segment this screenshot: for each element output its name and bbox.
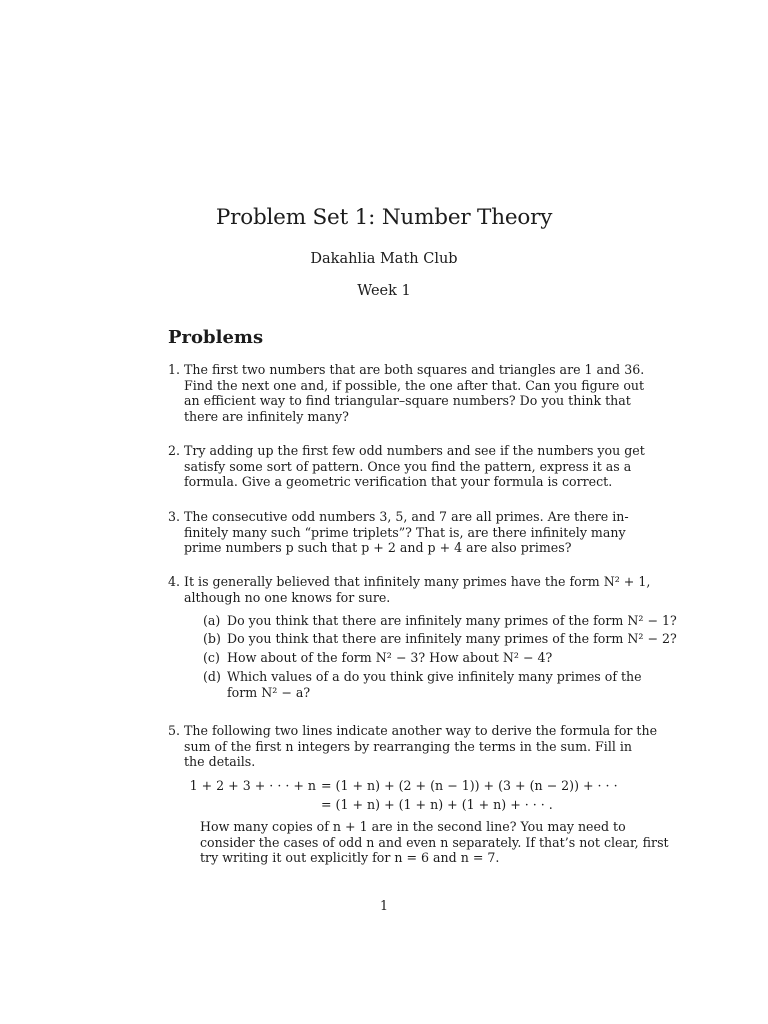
problem-4-part-c <box>203 650 601 666</box>
problem-line: consider the cases of odd n and even n separately. If that’s not clear, first <box>200 834 669 850</box>
date: Week 1 <box>357 283 411 299</box>
part-label: (c) <box>203 650 220 665</box>
page-title: Problem Set 1: Number Theory <box>215 205 553 230</box>
problem-line: satisfy some sort of pattern. Once you find the pattern, express it as a <box>184 458 632 474</box>
problem-line: finitely many such “prime triplets”? That is, are there infinitely many <box>184 524 626 540</box>
problem-line: The following two lines indicate another way to derive the formula for the <box>184 723 658 738</box>
problem-4-part-d <box>203 669 642 700</box>
part-label: (a) <box>203 613 221 628</box>
problem-line: Find the next one and, if possible, the one after that. Can you figure out <box>184 377 645 393</box>
problem-4-part-a <box>203 613 677 629</box>
problem-5 <box>168 723 658 770</box>
problem-4 <box>168 574 651 605</box>
section-heading: Problems <box>168 327 264 348</box>
part-line: Which values of a do you think give infinitely many primes of the <box>227 669 642 684</box>
part-label: (b) <box>203 631 221 646</box>
part-line: Do you think that there are infinitely many primes of the form N² − 2? <box>227 631 677 646</box>
problem-line: although no one knows for sure. <box>184 589 391 605</box>
problem-number: 1. <box>168 362 181 377</box>
page-number: 1 <box>379 898 388 913</box>
problem-line: there are infinitely many? <box>184 408 349 424</box>
part-label: (d) <box>203 669 221 684</box>
problem-number: 3. <box>168 509 181 524</box>
problem-line: Try adding up the first few odd numbers and see if the numbers you get <box>184 443 645 458</box>
problem-number: 2. <box>168 443 181 458</box>
problem-5-continuation <box>200 819 669 866</box>
problem-1 <box>168 362 645 424</box>
author: Dakahlia Math Club <box>310 251 458 267</box>
problem-2 <box>168 443 645 490</box>
problem-line: How many copies of n + 1 are in the second line? You may need to <box>200 819 626 834</box>
part-line: form N² − a? <box>227 684 311 700</box>
problem-line: the details. <box>184 754 256 770</box>
problem-number: 5. <box>168 723 181 738</box>
equation-lhs: 1 + 2 + 3 + · · · + n <box>189 778 316 793</box>
part-line: Do you think that there are infinitely many primes of the form N² − 1? <box>227 613 677 628</box>
problem-line: It is generally believed that infinitely many primes have the form N² + 1, <box>184 574 651 589</box>
problem-line: The first two numbers that are both squares and triangles are 1 and 36. <box>184 362 645 377</box>
problem-4-part-b <box>203 631 677 647</box>
problem-line: try writing it out explicitly for n = 6 and n = 7. <box>200 850 500 866</box>
equation-line-2: = (1 + n) + (1 + n) + (1 + n) + · · · . <box>321 797 553 812</box>
problem-line: prime numbers p such that p + 2 and p + 4 are also primes? <box>184 540 572 556</box>
problem-line: an efficient way to find triangular–square numbers? Do you think that <box>184 393 631 409</box>
problem-line: sum of the first n integers by rearranging the terms in the sum. Fill in <box>184 738 633 754</box>
equation-line-1: = (1 + n) + (2 + (n − 1)) + (3 + (n − 2)) + · · · <box>321 778 618 793</box>
problem-line: The consecutive odd numbers 3, 5, and 7 are all primes. Are there in- <box>184 509 629 524</box>
problem-3 <box>168 509 629 556</box>
problem-number: 4. <box>168 574 181 589</box>
problem-line: formula. Give a geometric verification that your formula is correct. <box>184 474 613 490</box>
part-line: How about of the form N² − 3? How about N² − 4? <box>227 650 553 665</box>
